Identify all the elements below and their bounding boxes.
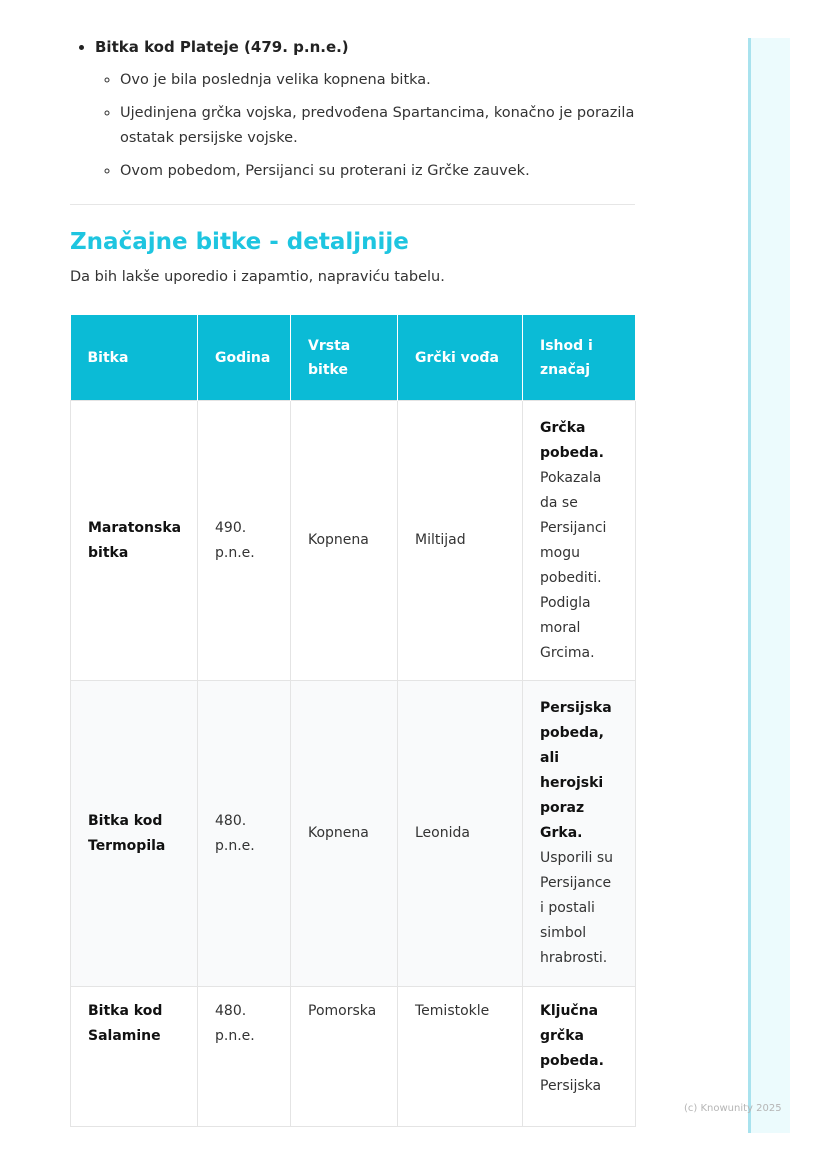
list-item: ◦ Ujedinjena grčka vojska, predvođena Spartancima, konačno je porazila ostatak persijske vojske. [120,101,635,151]
cell-battle: Bitka kod Salamine [88,1003,163,1044]
bullet-title: Bitka kod Plateje (479. p.n.e.) [95,38,349,56]
header-cell: Bitka [71,315,198,401]
section-title: Značajne bitke - detaljnije [70,229,409,255]
cell-type: Kopnena [291,681,398,987]
table-row [71,681,636,987]
divider [70,204,635,205]
cell-battle: Bitka kod Termopila [88,812,166,854]
header-cell: Godina [198,315,291,401]
header-cell: Vrsta bitke [291,315,398,401]
outcome-text: Persijska [540,1078,602,1094]
header-cell: Grčki vođa [398,315,523,401]
cell-year: 480. p.n.e. [198,681,291,987]
page-bottom-mask [0,1133,828,1171]
list-item [95,38,635,184]
list-item: ◦ Ovom pobedom, Persijanci su proterani iz Grčke zauvek. [120,159,635,184]
cell-year: 480. p.n.e. [198,987,291,1127]
outcome-text: Pokazala da se Persijanci mogu pobediti. Podigla moral Grcima. [540,469,607,661]
intro-text: Da bih lakše uporedio i zapamtio, napraviću tabelu. [70,269,445,285]
cell-outcome [523,401,636,681]
list-item: ◦ Ovo je bila poslednja velika kopnena bitka. [120,68,635,93]
side-panel [748,38,790,1133]
table-row [71,401,636,681]
cell-leader: Leonida [398,681,523,987]
table-row [71,987,636,1127]
cell-outcome [523,987,636,1127]
outcome-bold: Persijska pobeda, ali herojski poraz Grka. [540,700,612,841]
cell-outcome [523,681,636,987]
document-content [70,38,635,1127]
sub-list [95,68,635,184]
cell-leader: Miltijad [398,401,523,681]
battles-table [70,315,636,1127]
outcome-text: Usporili su Persijance i postali simbol hrabrosti. [540,850,614,966]
header-cell: Ishod i značaj [523,315,636,401]
cell-type: Kopnena [291,401,398,681]
cell-leader: Temistokle [398,987,523,1127]
table-header [71,315,636,401]
outcome-bold: Ključna grčka pobeda. [540,1003,604,1069]
cell-type: Pomorska [291,987,398,1127]
copyright: (c) Knowunity 2025 [684,1103,782,1114]
cell-battle: Maratonska bitka [88,519,182,561]
bullet-list [70,38,635,184]
outcome-bold: Grčka pobeda. [540,419,604,461]
cell-year: 490. p.n.e. [198,401,291,681]
